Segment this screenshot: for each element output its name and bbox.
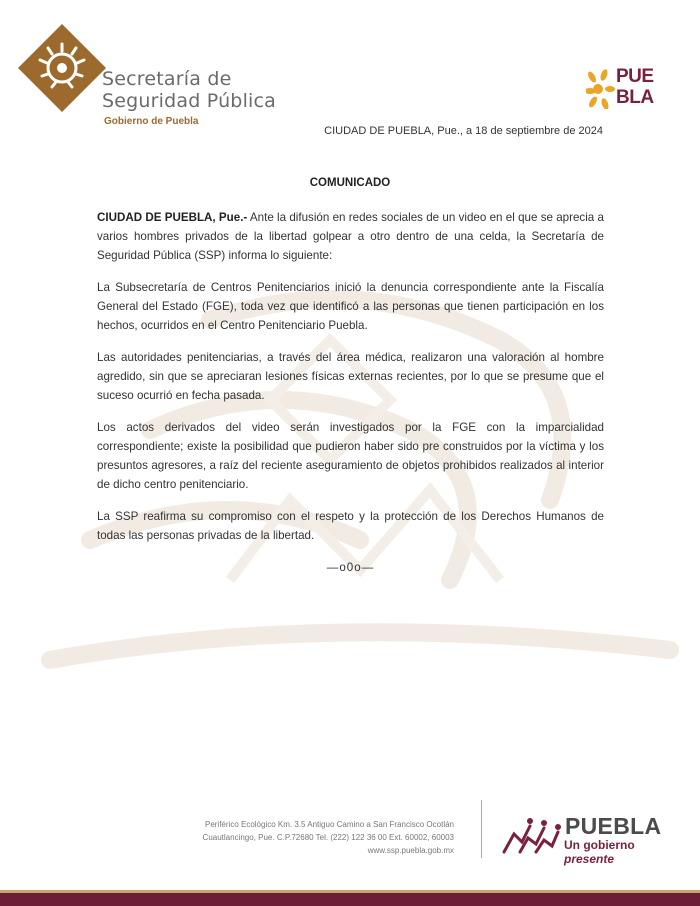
puebla-logo-bottom: BLA (616, 87, 654, 108)
ssp-emblem-logo (18, 24, 106, 112)
sun-icon (586, 69, 616, 109)
footer-puebla-logo (500, 810, 680, 866)
footer-tagline (564, 838, 680, 866)
tagline-plain: Un gobierno (564, 838, 635, 852)
footer-address (134, 818, 454, 857)
puebla-logo-top: PUE (616, 66, 654, 87)
document-heading: COMUNICADO (309, 177, 391, 189)
ssp-title (102, 68, 276, 112)
address-line-2: Cuautlancingo, Pue. C.P.72680 Tel. (222) 122 36 00 Ext. 60002, 60003 (202, 833, 454, 842)
paragraph-3: Las autoridades penitenciarias, a través del área médica, realizaron una valoración al hombre agredido, sin que se apreciaran lesiones físicas externas recientes, por lo que se presume que el suceso ocurrió en fecha pasada. (97, 351, 604, 402)
paragraph-5: La SSP reafirma su compromiso con el respeto y la protección de los Derechos Humanos de todas las personas privadas de la libertad. (97, 510, 604, 542)
ssp-title-line1: Secretaría de (102, 68, 232, 90)
ssp-title-line2: Seguridad Pública (102, 90, 277, 112)
place-and-date: CIUDAD DE PUEBLA, Pue., a 18 de septiembre de 2024 (324, 125, 603, 137)
closing-mark: —o0o— (326, 561, 375, 574)
ssp-subtitle: Gobierno de Puebla (104, 116, 199, 127)
tagline-emphasis: presente (564, 852, 615, 866)
paragraph-1-text: Ante la difusión en redes sociales de un video en el que se aprecia a varios hombres privados de la libertad golpear a otro dentro de una celda, la Secretaría de Seguridad Pública (SSP) informa lo siguiente: (97, 211, 604, 262)
paragraph-2: La Subsecretaría de Centros Penitenciarios inició la denuncia correspondiente ante la Fiscalía General del Estado (FGE), toda vez que identificó a las personas que tienen participación en los hechos, ocurridos en el Centro Penitenciario Puebla. (97, 281, 604, 332)
footer-website: www.ssp.puebla.gob.mx (367, 846, 454, 855)
footer-burgundy-bar (0, 893, 700, 906)
document-body (97, 208, 604, 590)
paragraph-1 (97, 208, 604, 265)
lead-bold: CIUDAD DE PUEBLA, Pue.- (97, 211, 248, 224)
puebla-logo (586, 66, 666, 110)
footer-divider (481, 800, 482, 858)
footer-logo-word: PUEBLA (565, 813, 662, 839)
people-icon (500, 812, 562, 856)
address-line-1: Periférico Ecológico Km. 3.5 Antiguo Camino a San Francisco Ocotlán (204, 820, 454, 829)
paragraph-4: Los actos derivados del video serán investigados por la FGE con la imparcialidad correspondiente; existe la posibilidad que pudieron haber sido pre construidos por la víctima y los presuntos agresores, a raíz del reciente aseguramiento de objetos prohibidos realizados al interior de dicho centro penitenciario. (97, 421, 604, 491)
